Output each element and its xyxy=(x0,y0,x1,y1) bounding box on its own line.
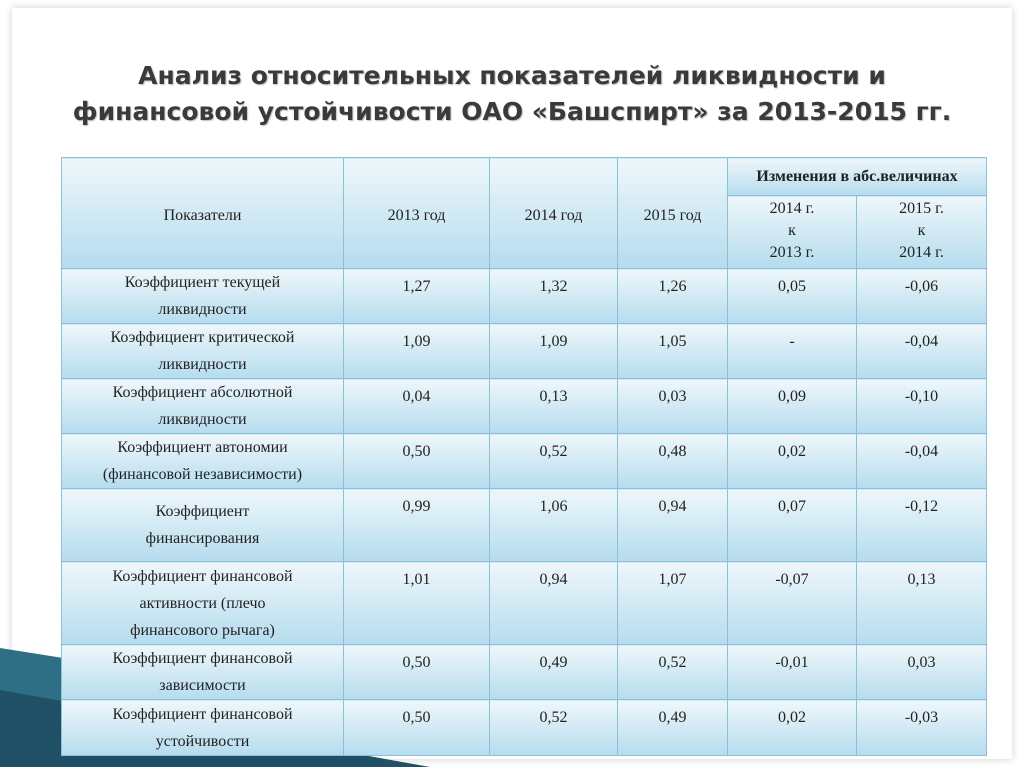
indicator-name-line: Коэффициент финансовой xyxy=(112,650,293,667)
value-y2014: 1,06 xyxy=(490,489,618,562)
value-y2015: 0,48 xyxy=(618,434,728,489)
value-y2014: 0,94 xyxy=(490,562,618,645)
table-row xyxy=(62,379,987,434)
slide-title xyxy=(40,58,984,130)
value-d2: 0,13 xyxy=(857,562,987,645)
value-d1: -0,07 xyxy=(728,562,857,645)
header-change-b-line3: 2014 г. xyxy=(899,244,944,261)
value-d2: -0,06 xyxy=(857,269,987,324)
indicator-name-line: (финансовой независимости) xyxy=(102,466,303,483)
indicator-name-line: ликвидности xyxy=(158,411,247,428)
value-y2013: 0,50 xyxy=(344,700,490,756)
indicator-name xyxy=(62,645,344,700)
indicator-name-line: активности (плечо xyxy=(139,594,266,612)
value-d2: -0,10 xyxy=(857,379,987,434)
header-indicator: Показатели xyxy=(62,158,344,269)
value-d2: 0,03 xyxy=(857,645,987,700)
indicator-name-line: зависимости xyxy=(159,677,246,694)
indicator-name-line: Коэффициент xyxy=(155,503,250,520)
table-row xyxy=(62,434,987,489)
indicator-name-line: Коэффициент критической xyxy=(110,329,295,346)
indicator-name-line: Коэффициент текущей xyxy=(124,274,281,291)
value-d2: -0,12 xyxy=(857,489,987,562)
value-y2013: 0,50 xyxy=(344,434,490,489)
indicator-name xyxy=(62,269,344,324)
value-y2013: 0,50 xyxy=(344,645,490,700)
table-row xyxy=(62,269,987,324)
table-header-row xyxy=(62,158,987,196)
value-d2: -0,04 xyxy=(857,324,987,379)
value-d2: -0,03 xyxy=(857,700,987,756)
indicator-name-line: финансового рычага) xyxy=(130,621,275,639)
indicator-name xyxy=(62,379,344,434)
value-y2014: 0,49 xyxy=(490,645,618,700)
indicators-table xyxy=(61,157,987,756)
value-y2013: 0,99 xyxy=(344,489,490,562)
indicator-name-line: Коэффициент абсолютной xyxy=(112,384,293,401)
header-2015: 2015 год xyxy=(618,158,728,269)
value-d1: -0,01 xyxy=(728,645,857,700)
header-change-a-line3: 2013 г. xyxy=(769,244,815,261)
header-change-b-line2: к xyxy=(917,222,926,239)
value-y2015: 1,26 xyxy=(618,269,728,324)
title-line-2: финансовой устойчивости ОАО «Башспирт» за 2013-2015 гг. xyxy=(72,97,952,126)
value-y2014: 1,09 xyxy=(490,324,618,379)
header-2013: 2013 год xyxy=(344,158,490,269)
header-change-a-line1: 2014 г. xyxy=(769,200,815,217)
indicator-name xyxy=(62,562,344,645)
indicator-name-line: Коэффициент автономии xyxy=(117,439,288,456)
value-y2015: 1,07 xyxy=(618,562,728,645)
indicator-name-line: устойчивости xyxy=(155,732,250,750)
indicator-name-line: финансирования xyxy=(145,530,260,547)
indicator-name-line: Коэффициент финансовой xyxy=(112,567,293,585)
value-d1: 0,05 xyxy=(728,269,857,324)
value-y2014: 0,52 xyxy=(490,700,618,756)
value-d1: 0,02 xyxy=(728,434,857,489)
value-y2013: 1,01 xyxy=(344,562,490,645)
value-y2013: 1,27 xyxy=(344,269,490,324)
header-change-2014-vs-2013 xyxy=(728,196,857,269)
value-y2014: 1,32 xyxy=(490,269,618,324)
table-row xyxy=(62,562,987,645)
value-y2015: 0,52 xyxy=(618,645,728,700)
value-y2013: 1,09 xyxy=(344,324,490,379)
value-y2015: 0,94 xyxy=(618,489,728,562)
indicator-name-line: Коэффициент финансовой xyxy=(112,705,293,723)
value-d1: 0,09 xyxy=(728,379,857,434)
value-d1: 0,07 xyxy=(728,489,857,562)
value-d1: - xyxy=(728,324,857,379)
value-y2015: 1,05 xyxy=(618,324,728,379)
indicator-name-line: ликвидности xyxy=(158,356,247,373)
header-changes-group: Изменения в абс.величинах xyxy=(728,158,987,196)
header-change-b-line1: 2015 г. xyxy=(899,200,944,217)
indicator-name xyxy=(62,324,344,379)
title-line-1: Анализ относительных показателей ликвидности и xyxy=(138,61,886,90)
value-y2015: 0,03 xyxy=(618,379,728,434)
value-d1: 0,02 xyxy=(728,700,857,756)
value-y2013: 0,04 xyxy=(344,379,490,434)
indicator-name-line: ликвидности xyxy=(158,301,247,318)
indicator-name xyxy=(62,434,344,489)
header-change-a-line2: к xyxy=(788,222,796,239)
value-d2: -0,04 xyxy=(857,434,987,489)
table-row xyxy=(62,489,987,562)
table-row xyxy=(62,645,987,700)
table-row xyxy=(62,324,987,379)
indicator-name xyxy=(62,489,344,562)
header-change-2015-vs-2014 xyxy=(857,196,987,269)
value-y2014: 0,13 xyxy=(490,379,618,434)
table-row xyxy=(62,700,987,756)
value-y2015: 0,49 xyxy=(618,700,728,756)
value-y2014: 0,52 xyxy=(490,434,618,489)
indicator-name xyxy=(62,700,344,756)
header-2014: 2014 год xyxy=(490,158,618,269)
